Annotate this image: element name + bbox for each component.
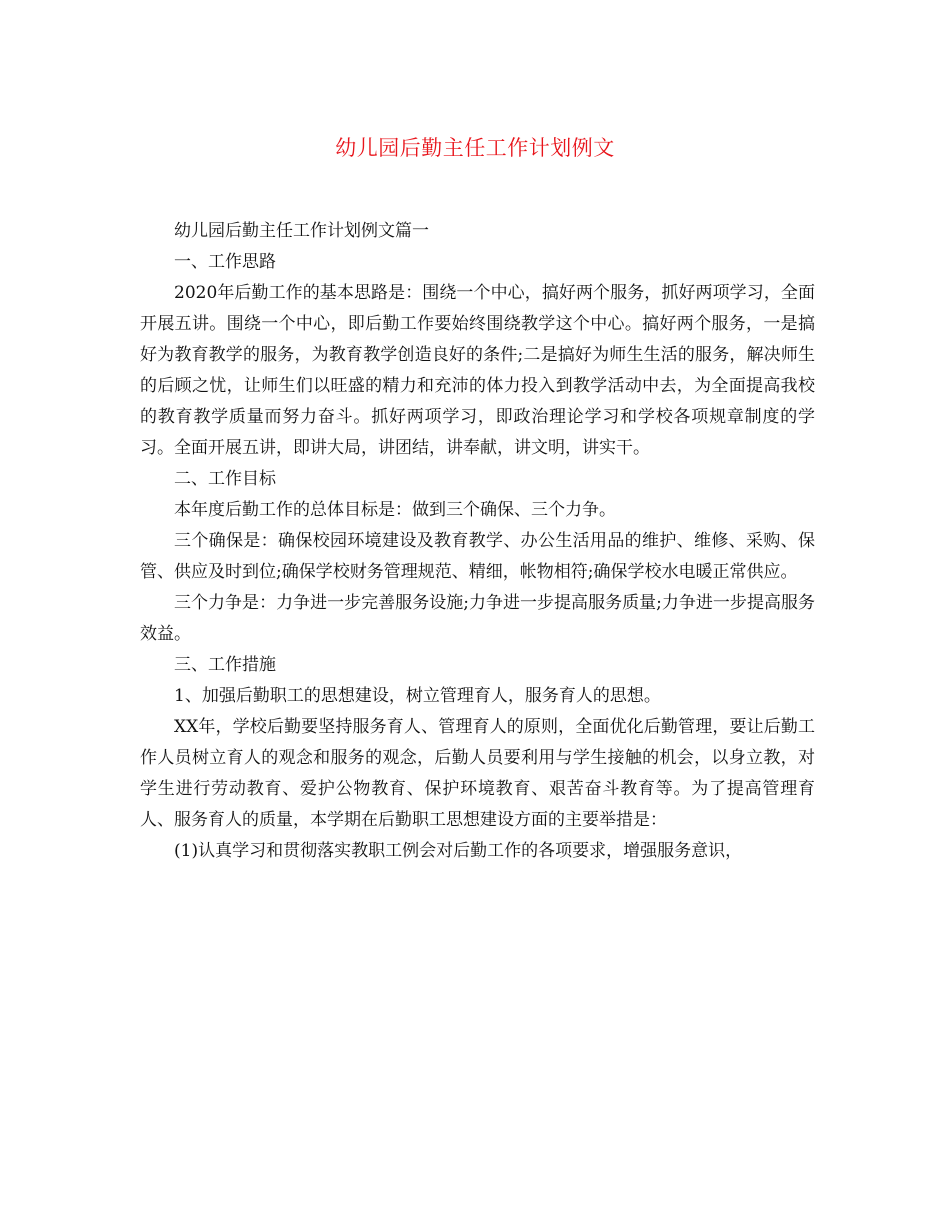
paragraph: 1、加强后勤职工的思想建设，树立管理育人，服务育人的思想。 [174, 686, 661, 706]
document-title: 幼儿园后勤主任工作计划例文 [335, 136, 615, 160]
section-heading-work-ideas: 一、工作思路 [174, 252, 276, 272]
paragraph: (1)认真学习和贯彻落实教职工例会对后勤工作的各项要求，增强服务意识， [174, 841, 743, 861]
paragraph-subtitle: 幼儿园后勤主任工作计划例文篇一 [174, 221, 429, 241]
section-heading-work-measures: 三、工作措施 [174, 655, 276, 675]
section-heading-work-goals: 二、工作目标 [174, 469, 276, 489]
paragraph: 本年度后勤工作的总体目标是：做到三个确保、三个力争。 [174, 500, 616, 520]
paragraph: 2020年后勤工作的基本思路是：围绕一个中心，搞好两个服务，抓好两项学习，全面开展五讲。围绕一个中心，即后勤工作要始终围绕教学这个中心。搞好两个服务，一是搞好为教育教学的服务，为教育教学创造良好的条件;二是搞好为师生生活的服务，解决师生的后顾之忧，让师生们以旺盛的精力和充沛的体力投入到教学活动中去，为全面提高我校的教育教学质量而努力奋斗。抓好两项学习，即政治理论学习和学校各项规章制度的学习。全面开展五讲，即讲大局，讲团结，讲奉献，讲文明，讲实干。 [140, 283, 815, 458]
paragraph: 三个力争是：力争进一步完善服务设施;力争进一步提高服务质量;力争进一步提高服务效益。 [140, 593, 815, 644]
document-body [140, 216, 815, 867]
paragraph: XX年，学校后勤要坚持服务育人、管理育人的原则，全面优化后勤管理，要让后勤工作人员树立育人的观念和服务的观念，后勤人员要利用与学生接触的机会，以身立教，对学生进行劳动教育、爱护公物教育、保护环境教育、艰苦奋斗教育等。为了提高管理育人、服务育人的质量，本学期在后勤职工思想建设方面的主要举措是： [140, 717, 815, 830]
paragraph: 三个确保是：确保校园环境建设及教育教学、办公生活用品的维护、维修、采购、保管、供应及时到位;确保学校财务管理规范、精细，帐物相符;确保学校水电暖正常供应。 [140, 531, 815, 582]
